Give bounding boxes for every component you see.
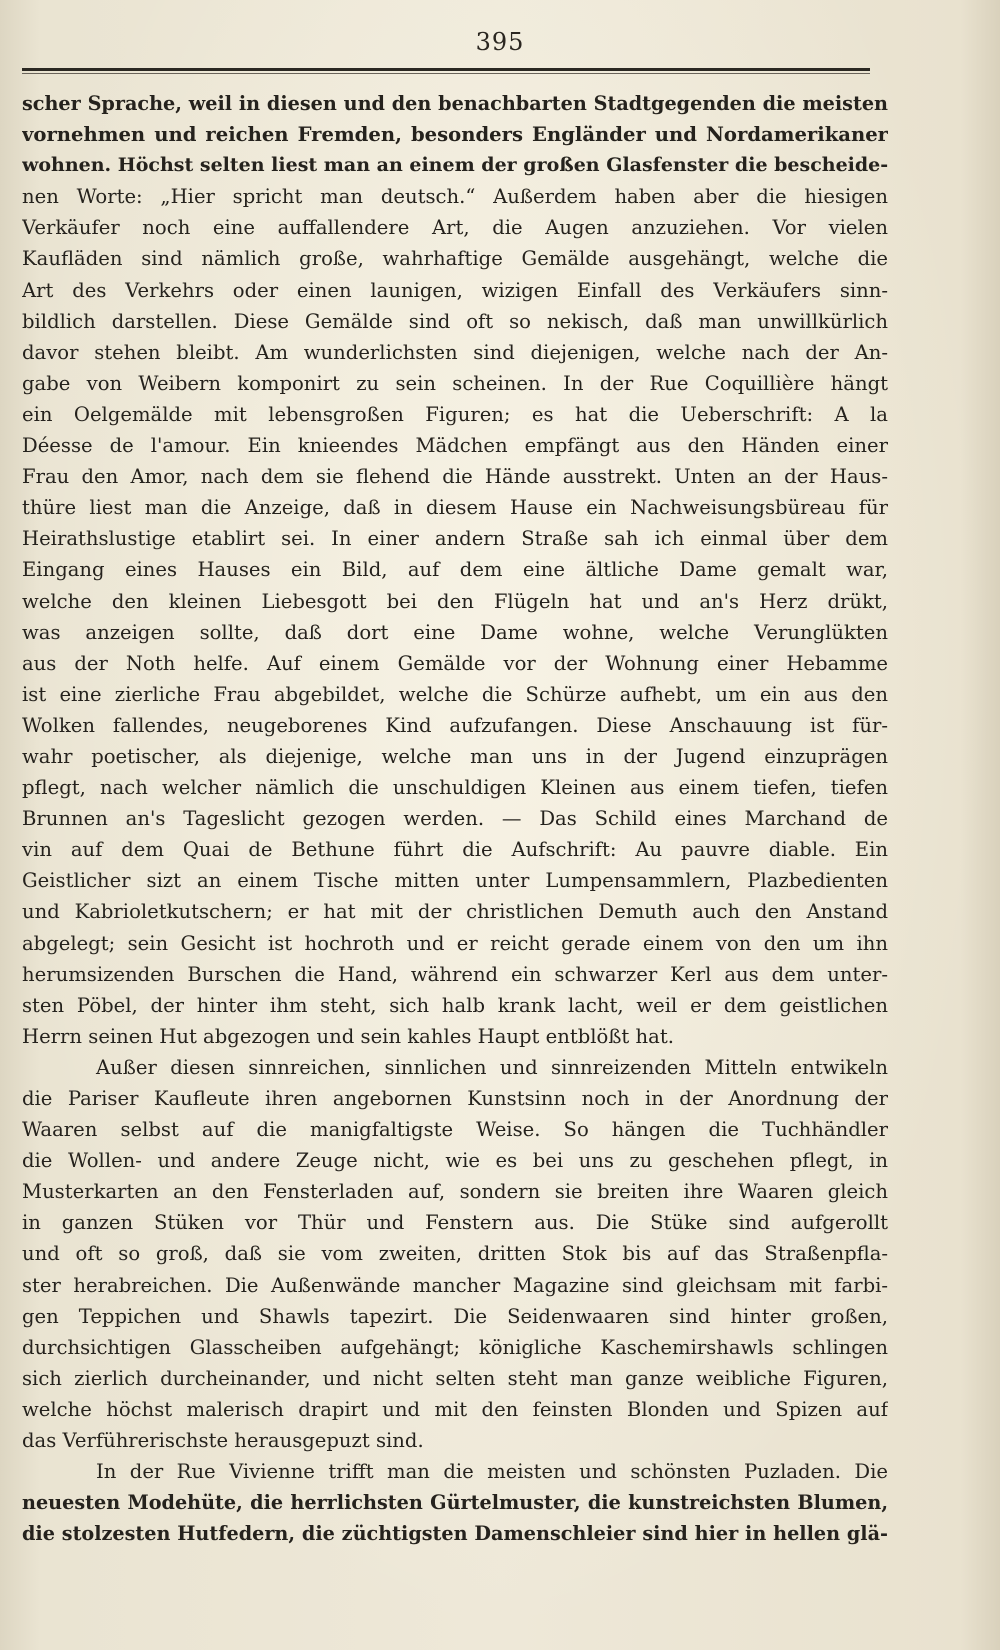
text-line: scher Sprache, weil in diesen und den benachbarten Stadtgegenden die meisten: [22, 92, 888, 115]
text-line: ster herabreichen. Die Außenwände mancher Magazine sind gleichsam mit farbi-: [22, 1273, 888, 1297]
text-line: aus der Noth helfe. Auf einem Gemälde vor der Wohnung einer Hebamme: [22, 651, 888, 675]
text-line: Geistlicher sizt an einem Tische mitten unter Lumpensammlern, Plazbedienten: [22, 869, 888, 893]
text-line: welche den kleinen Liebesgott bei den Flügeln hat und an's Herz drükt,: [22, 589, 888, 613]
text-line: bildlich darstellen. Diese Gemälde sind oft so nekisch, daß man unwillkürlich: [22, 309, 888, 333]
text-line: vornehmen und reichen Fremden, besonders Engländer und Nordamerikaner: [22, 123, 888, 147]
text-line: vin auf dem Quai de Bethune führt die Aufschrift: Au pauvre diable. Ein: [22, 838, 888, 862]
text-line: thüre liest man die Anzeige, daß in diesem Hause ein Nachweisungsbüreau für: [22, 496, 888, 520]
text-line: neuesten Modehüte, die herrlichsten Gürtelmuster, die kunstreichsten Blumen,: [22, 1491, 888, 1515]
text-line: die stolzesten Hutfedern, die züchtigsten Damenschleier sind hier in hellen glä-: [22, 1522, 888, 1546]
text-line: wahr poetischer, als diejenige, welche man uns in der Jugend einzuprägen: [22, 744, 888, 768]
text-line: In der Rue Vivienne trifft man die meisten und schönsten Puzladen. Die: [96, 1460, 888, 1484]
text-line: Heirathslustige etablirt sei. In einer andern Straße sah ich einmal über dem: [22, 527, 888, 551]
header-rule: [22, 68, 870, 71]
text-line: Eingang eines Hauses ein Bild, auf dem eine ältliche Dame gemalt war,: [22, 558, 888, 582]
text-line: Herrn seinen Hut abgezogen und sein kahles Haupt entblößt hat.: [22, 1024, 674, 1048]
text-line: und Kabrioletkutschern; er hat mit der christlichen Demuth auch den Anstand: [22, 900, 888, 924]
text-line: durchsichtigen Glasscheiben aufgehängt; königliche Kaschemirshawls schlingen: [22, 1335, 888, 1359]
text-line: Brunnen an's Tageslicht gezogen werden. — Das Schild eines Marchand de: [22, 807, 888, 831]
text-line: Musterkarten an den Fensterladen auf, sondern sie breiten ihre Waaren gleich: [22, 1180, 888, 1204]
page-number: 395: [475, 28, 525, 56]
text-line: sich zierlich durcheinander, und nicht selten steht man ganze weibliche Figuren,: [22, 1366, 888, 1390]
text-line: und oft so groß, daß sie vom zweiten, dritten Stok bis auf das Straßenpfla-: [22, 1242, 888, 1266]
text-line: nen Worte: „Hier spricht man deutsch.“ Außerdem haben aber die hiesigen: [22, 185, 888, 209]
text-line: gen Teppichen und Shawls tapezirt. Die Seidenwaaren sind hinter großen,: [22, 1304, 888, 1328]
text-line: Waaren selbst auf die manigfaltigste Weise. So hängen die Tuchhändler: [22, 1118, 888, 1142]
text-line: herumsizenden Burschen die Hand, während ein schwarzer Kerl aus dem unter-: [22, 962, 888, 986]
text-line: Kaufläden sind nämlich große, wahrhaftige Gemälde ausgehängt, welche die: [22, 247, 888, 271]
text-line: das Verführerischste herausgepuzt sind.: [22, 1429, 424, 1453]
text-line: die Pariser Kaufleute ihren angebornen Kunstsinn noch in der Anordnung der: [22, 1087, 888, 1110]
text-line: gabe von Weibern komponirt zu sein scheinen. In der Rue Coquillière hängt: [22, 371, 888, 395]
text-line: Déesse de l'amour. Ein knieendes Mädchen empfängt aus den Händen einer: [22, 434, 888, 458]
text-line: ein Oelgemälde mit lebensgroßen Figuren; es hat die Ueberschrift: A la: [22, 402, 888, 426]
text-line: Art des Verkehrs oder einen launigen, wizigen Einfall des Verkäufers sinn-: [22, 278, 888, 302]
text-line: Frau den Amor, nach dem sie flehend die Hände ausstrekt. Unten an der Haus-: [22, 465, 888, 489]
text-line: Wolken fallendes, neugeborenes Kind aufzufangen. Diese Anschauung ist für-: [22, 713, 888, 737]
text-line: welche höchst malerisch drapirt und mit den feinsten Blonden und Spizen auf: [22, 1397, 888, 1421]
text-line: pflegt, nach welcher nämlich die unschuldigen Kleinen aus einem tiefen, tiefen: [22, 776, 888, 800]
text-line: ist eine zierliche Frau abgebildet, welche die Schürze aufhebt, um ein aus den: [22, 682, 888, 706]
text-line: was anzeigen sollte, daß dort eine Dame wohne, welche Verunglükten: [22, 620, 888, 644]
text-line: sten Pöbel, der hinter ihm steht, sich halb krank lacht, weil er dem geistlichen: [22, 993, 888, 1017]
header-rule-thin: [22, 73, 870, 74]
text-line: Verkäufer noch eine auffallendere Art, die Augen anzuziehen. Vor vielen: [22, 216, 888, 240]
text-line: Außer diesen sinnreichen, sinnlichen und sinnreizenden Mitteln entwikeln: [96, 1055, 888, 1079]
text-line: abgelegt; sein Gesicht ist hochroth und er reicht gerade einem von den um ihn: [22, 931, 888, 955]
text-line: davor stehen bleibt. Am wunderlichsten sind diejenigen, welche nach der An-: [22, 340, 888, 364]
text-line: in ganzen Stüken vor Thür und Fenstern aus. Die Stüke sind aufgerollt: [22, 1211, 888, 1235]
body-text: [22, 88, 888, 1549]
text-line: die Wollen- und andere Zeuge nicht, wie es bei uns zu geschehen pflegt, in: [22, 1149, 888, 1173]
text-line: wohnen. Höchst selten liest man an einem der großen Glasfenster die bescheide-: [22, 154, 888, 177]
